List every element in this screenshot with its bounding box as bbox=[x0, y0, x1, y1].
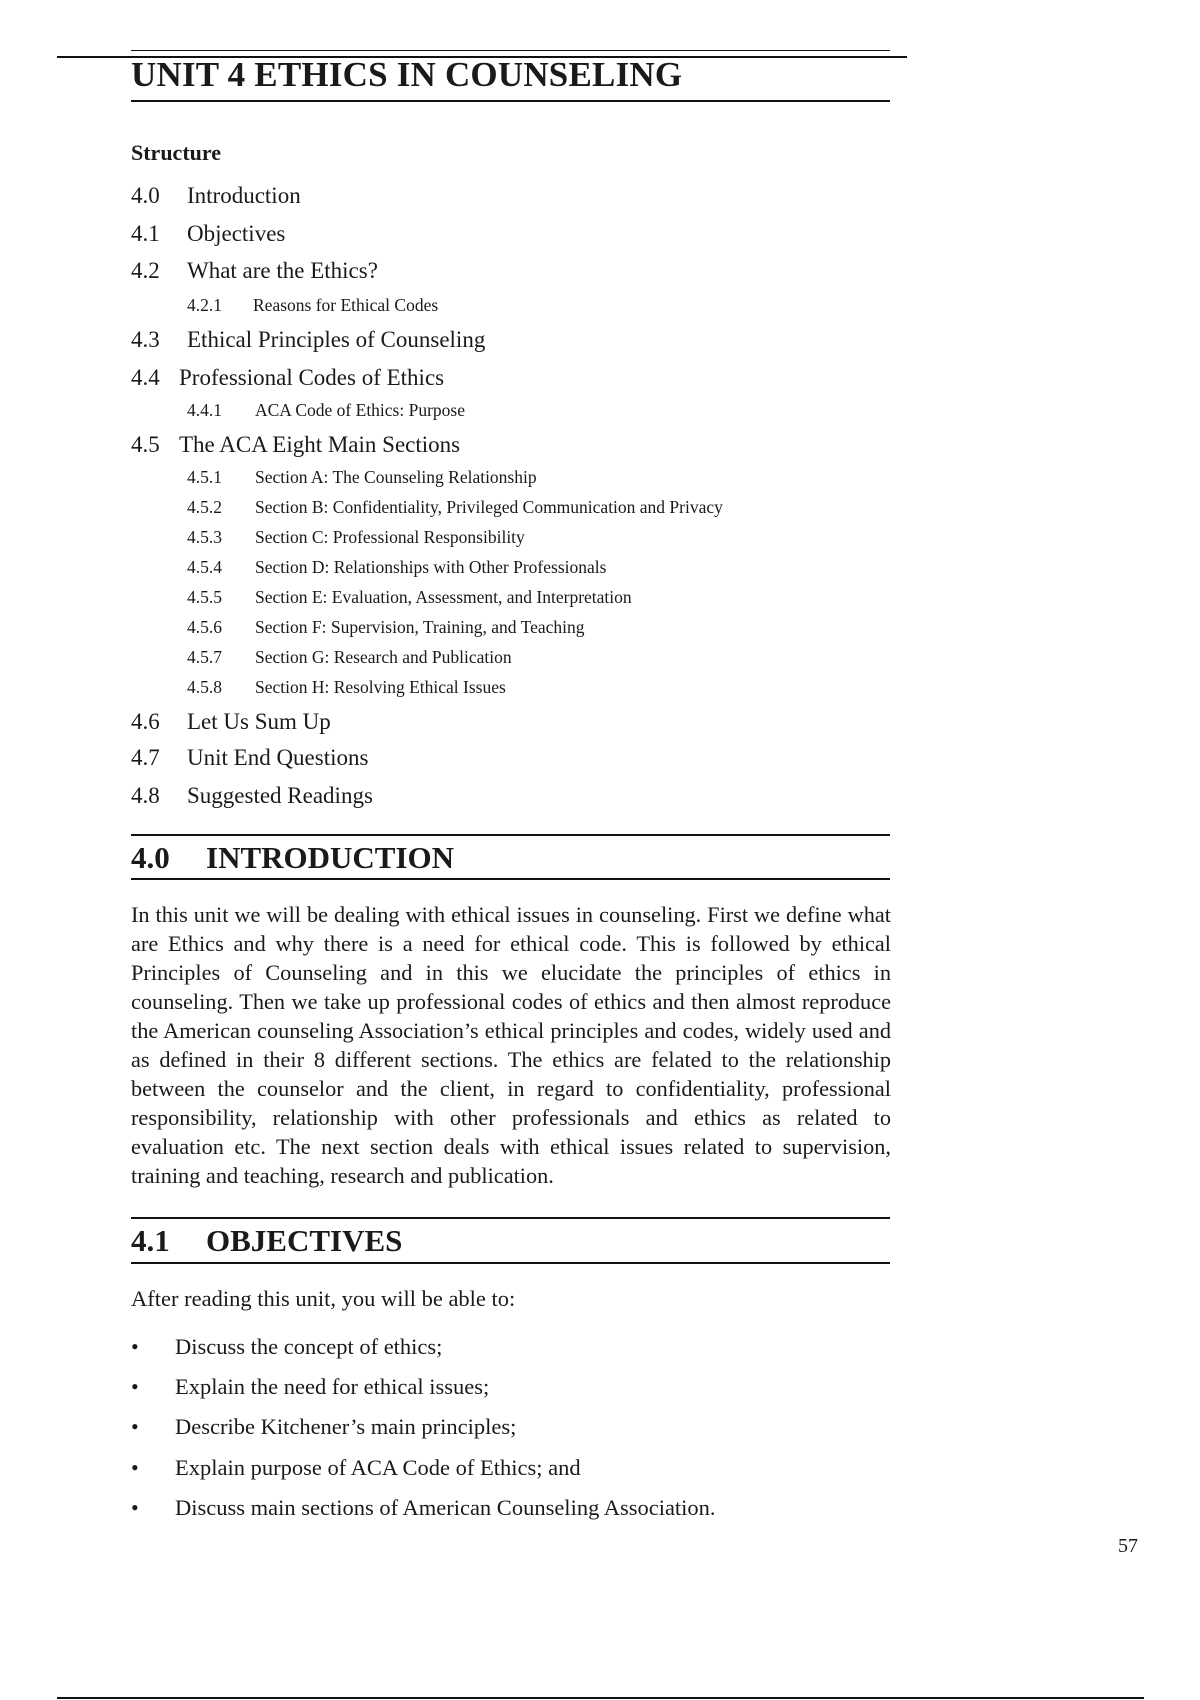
toc-subitem bbox=[187, 527, 525, 548]
toc-number: 4.6 bbox=[131, 709, 160, 734]
toc-label: ACA Code of Ethics: Purpose bbox=[255, 400, 465, 420]
objectives-heading bbox=[131, 1223, 402, 1259]
toc-label: Section G: Research and Publication bbox=[255, 647, 512, 667]
objectives-lead: After reading this unit, you will be able to: bbox=[131, 1286, 516, 1311]
toc-label: Section H: Resolving Ethical Issues bbox=[255, 677, 506, 697]
unit-title-underline bbox=[131, 100, 890, 102]
toc-label: Objectives bbox=[187, 221, 286, 246]
list-item-text: Discuss the concept of ethics; bbox=[175, 1334, 443, 1359]
section-number: 4.1 bbox=[131, 1223, 170, 1258]
toc-subitem bbox=[187, 647, 512, 668]
bullet-icon: • bbox=[131, 1374, 139, 1399]
toc-subitem bbox=[187, 400, 465, 421]
toc-number: 4.3 bbox=[131, 327, 160, 352]
toc-label: Reasons for Ethical Codes bbox=[253, 295, 439, 315]
toc-label: The ACA Eight Main Sections bbox=[179, 432, 461, 457]
toc-label: What are the Ethics? bbox=[187, 258, 378, 283]
toc-number: 4.5.4 bbox=[187, 557, 222, 577]
structure-label: Structure bbox=[131, 140, 222, 165]
toc-number: 4.7 bbox=[131, 745, 160, 770]
introduction-heading bbox=[131, 840, 454, 876]
section-title: INTRODUCTION bbox=[206, 840, 455, 875]
toc-subitem bbox=[187, 295, 438, 316]
toc-number: 4.5.7 bbox=[187, 647, 222, 667]
toc-number: 4.5 bbox=[131, 432, 160, 457]
toc-subitem bbox=[187, 557, 606, 578]
toc-item bbox=[131, 327, 485, 353]
list-item bbox=[131, 1334, 442, 1360]
bullet-icon: • bbox=[131, 1455, 139, 1480]
toc-label: Introduction bbox=[187, 183, 301, 208]
list-item-text: Describe Kitchener’s main principles; bbox=[175, 1414, 517, 1439]
toc-label: Suggested Readings bbox=[187, 783, 373, 808]
toc-subitem bbox=[187, 497, 723, 518]
toc-number: 4.5.2 bbox=[187, 497, 222, 517]
toc-item bbox=[131, 432, 460, 458]
list-item bbox=[131, 1455, 581, 1481]
toc-label: Section C: Professional Responsibility bbox=[255, 527, 525, 547]
toc-number: 4.1 bbox=[131, 221, 160, 246]
toc-item bbox=[131, 365, 444, 391]
toc-label: Section F: Supervision, Training, and Teaching bbox=[255, 617, 585, 637]
intro-rule-top bbox=[131, 834, 890, 836]
toc-item bbox=[131, 258, 378, 284]
toc-label: Section B: Confidentiality, Privileged Communication and Privacy bbox=[255, 497, 723, 517]
toc-number: 4.4.1 bbox=[187, 400, 222, 420]
toc-subitem bbox=[187, 677, 506, 698]
list-item bbox=[131, 1495, 716, 1521]
toc-item bbox=[131, 745, 368, 771]
toc-number: 4.8 bbox=[131, 783, 160, 808]
page-number: 57 bbox=[1118, 1535, 1138, 1557]
objectives-rule-bottom bbox=[131, 1262, 890, 1264]
introduction-paragraph: In this unit we will be dealing with ethical issues in counseling. First we define what are Ethics and why there is a need for ethical code. This is followed by ethical Principles of Counseling and in this we elucidate the principles of ethics in counseling. Then we take up professional codes of ethics and then almost reproduce the American counseling Association’s ethical principles and codes, widely used and as defined in their 8 different sections. The ethics are felated to the relationship between the counselor and the client, in regard to confidentiality, professional responsibility, relationship with other professionals and ethics as related to evaluation etc. The next section deals with ethical issues related to supervision, training and teaching, research and publication. bbox=[131, 902, 891, 1188]
toc-number: 4.2 bbox=[131, 258, 160, 283]
toc-label: Ethical Principles of Counseling bbox=[187, 327, 486, 352]
toc-label: Section E: Evaluation, Assessment, and Interpretation bbox=[255, 587, 632, 607]
toc-subitem bbox=[187, 467, 537, 488]
toc-item bbox=[131, 709, 331, 735]
list-item bbox=[131, 1414, 516, 1440]
toc-number: 4.5.8 bbox=[187, 677, 222, 697]
toc-number: 4.5.6 bbox=[187, 617, 222, 637]
toc-label: Section D: Relationships with Other Professionals bbox=[255, 557, 607, 577]
toc-number: 4.5.5 bbox=[187, 587, 222, 607]
footer-rule bbox=[57, 1697, 1144, 1699]
toc-item bbox=[131, 183, 301, 209]
toc-number: 4.5.3 bbox=[187, 527, 222, 547]
toc-label: Section A: The Counseling Relationship bbox=[255, 467, 537, 487]
toc-label: Unit End Questions bbox=[187, 745, 369, 770]
toc-label: Let Us Sum Up bbox=[187, 709, 331, 734]
toc-number: 4.5.1 bbox=[187, 467, 222, 487]
bullet-icon: • bbox=[131, 1334, 139, 1359]
toc-number: 4.0 bbox=[131, 183, 160, 208]
list-item-text: Discuss main sections of American Counseling Association. bbox=[175, 1495, 716, 1520]
list-item bbox=[131, 1374, 489, 1400]
unit-title: UNIT 4 ETHICS IN COUNSELING bbox=[131, 55, 683, 94]
toc-item bbox=[131, 221, 285, 247]
toc-subitem bbox=[187, 587, 632, 608]
bullet-icon: • bbox=[131, 1495, 139, 1520]
bullet-icon: • bbox=[131, 1414, 139, 1439]
toc-subitem bbox=[187, 617, 584, 638]
section-title: OBJECTIVES bbox=[206, 1223, 403, 1258]
objectives-rule-top bbox=[131, 1217, 890, 1219]
intro-rule-bottom bbox=[131, 878, 890, 880]
list-item-text: Explain the need for ethical issues; bbox=[175, 1374, 490, 1399]
header-rule-top bbox=[131, 50, 890, 51]
toc-item bbox=[131, 783, 373, 809]
toc-label: Professional Codes of Ethics bbox=[179, 365, 445, 390]
toc-number: 4.4 bbox=[131, 365, 160, 390]
toc-number: 4.2.1 bbox=[187, 295, 222, 315]
section-number: 4.0 bbox=[131, 840, 170, 875]
list-item-text: Explain purpose of ACA Code of Ethics; and bbox=[175, 1455, 581, 1480]
